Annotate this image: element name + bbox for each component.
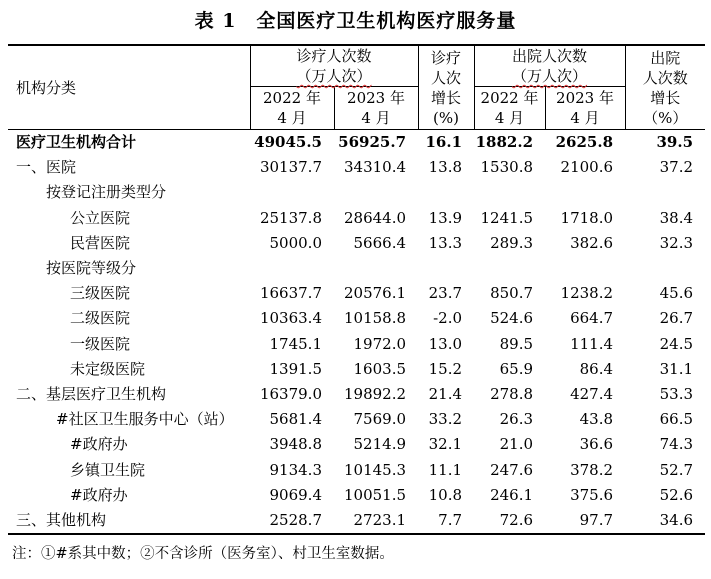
cell-v2023: 10158.8 bbox=[343, 309, 407, 328]
table-row bbox=[8, 281, 705, 306]
cell-vg: 13.9 bbox=[428, 208, 463, 227]
table-row bbox=[8, 206, 705, 231]
cell-dg: 66.5 bbox=[659, 410, 694, 429]
cell-d2022: 247.6 bbox=[490, 460, 534, 479]
cell-v2023: 1603.5 bbox=[353, 359, 407, 378]
header-visits-2023: 2023 年 4 月 bbox=[334, 87, 418, 130]
cell-v2022 bbox=[250, 256, 334, 281]
cell-v2023: 1972.0 bbox=[353, 334, 407, 353]
table-row bbox=[8, 180, 705, 205]
cell-dg: 52.6 bbox=[659, 485, 694, 504]
cell-d2022: 850.7 bbox=[490, 284, 534, 303]
table-row bbox=[8, 306, 705, 331]
cell-d2023: 36.6 bbox=[579, 435, 614, 454]
cell-dg bbox=[625, 256, 705, 281]
cell-d2023: 664.7 bbox=[570, 309, 614, 328]
row-label: #政府办 bbox=[70, 485, 128, 504]
cell-v2022: 16379.0 bbox=[259, 384, 322, 403]
cell-v2023: 5666.4 bbox=[353, 233, 407, 252]
cell-d2022: 246.1 bbox=[490, 485, 534, 504]
table-row bbox=[8, 407, 705, 432]
cell-vg: 7.7 bbox=[418, 508, 474, 534]
row-label: #社区卫生服务中心（站） bbox=[56, 410, 234, 429]
cell-dg: 31.1 bbox=[659, 359, 694, 378]
cell-vg: 33.2 bbox=[428, 410, 463, 429]
cell-vg: -2.0 bbox=[433, 309, 463, 328]
cell-vg: 13.3 bbox=[428, 233, 463, 252]
cell-dg: 26.7 bbox=[659, 309, 694, 328]
cell-dg: 38.4 bbox=[659, 208, 694, 227]
cell-v2023: 19892.2 bbox=[343, 384, 407, 403]
cell-vg: 32.1 bbox=[428, 435, 463, 454]
cell-d2022: 1882.2 bbox=[475, 133, 534, 152]
cell-d2022: 65.9 bbox=[499, 359, 534, 378]
cell-v2022: 10363.4 bbox=[259, 309, 322, 328]
cell-d2022 bbox=[474, 256, 545, 281]
cell-d2023: 2625.8 bbox=[555, 133, 614, 152]
table-row bbox=[8, 457, 705, 482]
cell-d2023: 375.6 bbox=[570, 485, 614, 504]
table-row bbox=[8, 155, 705, 180]
cell-v2023 bbox=[334, 180, 418, 205]
cell-v2023: 2723.1 bbox=[334, 508, 418, 534]
row-label: 按登记注册类型分 bbox=[46, 183, 167, 202]
header-visits-growth: 诊疗 人次 增长 (%) bbox=[418, 45, 474, 130]
row-label: 三、其他机构 bbox=[8, 508, 250, 534]
cell-vg: 13.8 bbox=[428, 158, 463, 177]
header-discharges-group: 出院人次数 （万人次） bbox=[474, 45, 625, 87]
medical-service-table bbox=[8, 44, 705, 535]
cell-v2023: 56925.7 bbox=[338, 133, 407, 152]
table-body bbox=[8, 130, 705, 535]
cell-d2022: 89.5 bbox=[499, 334, 534, 353]
cell-v2022: 16637.7 bbox=[259, 284, 322, 303]
cell-d2023: 382.6 bbox=[570, 233, 614, 252]
row-label: 乡镇卫生院 bbox=[70, 460, 146, 479]
cell-dg: 37.2 bbox=[659, 158, 694, 177]
cell-vg bbox=[418, 256, 474, 281]
header-discharges-growth: 出院 人次数 增长 （%） bbox=[625, 45, 705, 130]
cell-v2023: 5214.9 bbox=[353, 435, 407, 454]
row-label: 二级医院 bbox=[70, 309, 131, 328]
table-row bbox=[8, 508, 705, 534]
cell-v2022: 5681.4 bbox=[269, 410, 322, 429]
cell-d2022: 289.3 bbox=[490, 233, 534, 252]
cell-d2023: 378.2 bbox=[570, 460, 614, 479]
cell-v2023: 28644.0 bbox=[343, 208, 407, 227]
cell-d2022: 524.6 bbox=[490, 309, 534, 328]
cell-vg bbox=[418, 180, 474, 205]
table-row bbox=[8, 357, 705, 382]
cell-v2022 bbox=[250, 180, 334, 205]
cell-dg: 39.5 bbox=[656, 133, 694, 152]
row-label: 民营医院 bbox=[70, 233, 131, 252]
cell-d2022: 278.8 bbox=[490, 384, 534, 403]
cell-dg: 53.3 bbox=[659, 384, 694, 403]
cell-v2022: 25137.8 bbox=[259, 208, 322, 227]
table-row bbox=[8, 332, 705, 357]
cell-d2022 bbox=[474, 180, 545, 205]
cell-vg: 11.1 bbox=[428, 460, 463, 479]
cell-v2022: 30137.7 bbox=[259, 158, 322, 177]
row-label: 公立医院 bbox=[70, 208, 131, 227]
cell-d2022: 26.3 bbox=[499, 410, 534, 429]
table-row bbox=[8, 432, 705, 457]
row-label: 按医院等级分 bbox=[46, 259, 137, 278]
cell-dg: 32.3 bbox=[659, 233, 694, 252]
cell-v2022: 9069.4 bbox=[269, 485, 322, 504]
cell-d2023: 1718.0 bbox=[560, 208, 614, 227]
cell-d2023: 86.4 bbox=[579, 359, 614, 378]
cell-dg bbox=[625, 180, 705, 205]
cell-d2023: 97.7 bbox=[545, 508, 625, 534]
row-label: 二、基层医疗卫生机构 bbox=[16, 384, 167, 403]
cell-v2022: 9134.3 bbox=[269, 460, 322, 479]
cell-v2023: 10145.3 bbox=[343, 460, 407, 479]
cell-v2022: 1391.5 bbox=[269, 359, 322, 378]
cell-d2023 bbox=[545, 180, 625, 205]
cell-d2023 bbox=[545, 256, 625, 281]
table-row bbox=[8, 256, 705, 281]
cell-v2023: 7569.0 bbox=[353, 410, 407, 429]
cell-d2023: 2100.6 bbox=[560, 158, 614, 177]
table-row bbox=[8, 231, 705, 256]
cell-vg: 16.1 bbox=[425, 133, 463, 152]
header-visits-2022: 2022 年 4 月 bbox=[250, 87, 334, 130]
cell-vg: 10.8 bbox=[428, 485, 463, 504]
cell-v2022: 2528.7 bbox=[250, 508, 334, 534]
cell-d2022: 1530.8 bbox=[480, 158, 534, 177]
row-label: 医疗卫生机构合计 bbox=[16, 133, 137, 152]
cell-d2023: 43.8 bbox=[579, 410, 614, 429]
table-row bbox=[8, 382, 705, 407]
cell-d2023: 427.4 bbox=[570, 384, 614, 403]
cell-d2023: 111.4 bbox=[570, 334, 614, 353]
cell-v2022: 49045.5 bbox=[254, 133, 322, 152]
cell-v2023 bbox=[334, 256, 418, 281]
table-title: 表 1 全国医疗卫生机构医疗服务量 bbox=[194, 10, 517, 32]
cell-d2022: 21.0 bbox=[499, 435, 534, 454]
row-label: #政府办 bbox=[70, 435, 128, 454]
cell-d2023: 1238.2 bbox=[560, 284, 614, 303]
row-label: 一级医院 bbox=[70, 334, 131, 353]
cell-d2022: 1241.5 bbox=[480, 208, 534, 227]
cell-v2022: 5000.0 bbox=[269, 233, 322, 252]
cell-dg: 34.6 bbox=[625, 508, 705, 534]
cell-vg: 15.2 bbox=[428, 359, 463, 378]
row-label: 一、医院 bbox=[16, 158, 77, 177]
cell-dg: 24.5 bbox=[659, 334, 694, 353]
cell-v2022: 3948.8 bbox=[269, 435, 322, 454]
header-category: 机构分类 bbox=[8, 45, 250, 130]
cell-vg: 21.4 bbox=[428, 384, 463, 403]
cell-v2023: 10051.5 bbox=[343, 485, 407, 504]
cell-vg: 23.7 bbox=[428, 284, 463, 303]
cell-v2023: 34310.4 bbox=[343, 158, 407, 177]
cell-d2022: 72.6 bbox=[474, 508, 545, 534]
header-visits-group: 诊疗人次数 （万人次） bbox=[250, 45, 418, 87]
table-row bbox=[8, 130, 705, 156]
header-discharges-2023: 2023 年 4 月 bbox=[545, 87, 625, 130]
cell-dg: 45.6 bbox=[659, 284, 694, 303]
cell-dg: 74.3 bbox=[659, 435, 694, 454]
row-label: 未定级医院 bbox=[70, 359, 146, 378]
cell-vg: 13.0 bbox=[428, 334, 463, 353]
footnote: 注：①#系其中数；②不含诊所（医务室）、村卫生室数据。 bbox=[12, 546, 394, 562]
table-row bbox=[8, 483, 705, 508]
cell-v2023: 20576.1 bbox=[343, 284, 407, 303]
cell-dg: 52.7 bbox=[659, 460, 694, 479]
header-discharges-2022: 2022 年 4 月 bbox=[474, 87, 545, 130]
row-label: 三级医院 bbox=[70, 284, 131, 303]
cell-v2022: 1745.1 bbox=[269, 334, 322, 353]
